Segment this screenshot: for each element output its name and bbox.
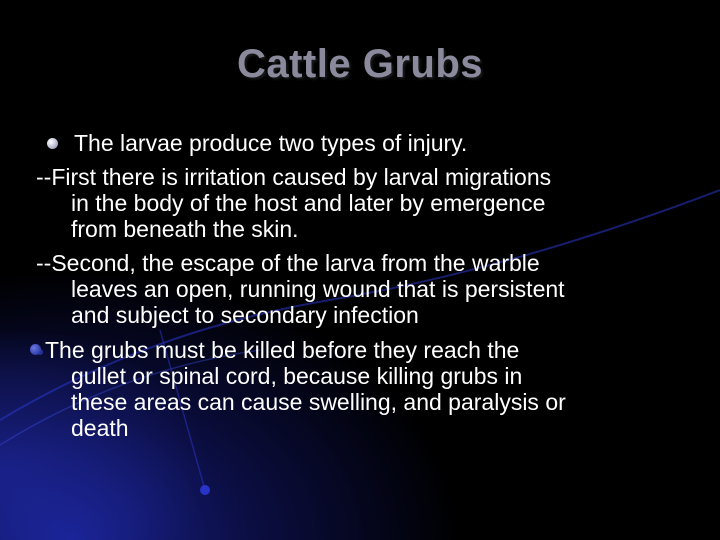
body-line: gullet or spinal cord, because killing grubs in bbox=[71, 363, 523, 389]
body-line: leaves an open, running wound that is persistent bbox=[71, 276, 565, 302]
body-line: The larvae produce two types of injury. bbox=[74, 130, 468, 156]
round-bullet-icon bbox=[47, 138, 58, 149]
slide-title: Cattle Grubs bbox=[236, 42, 484, 86]
round-bullet-icon bbox=[30, 344, 41, 355]
body-line: --Second, the escape of the larva from the warble bbox=[36, 250, 540, 276]
body-line: these areas can cause swelling, and paralysis or bbox=[71, 389, 566, 415]
body-line: and subject to secondary infection bbox=[71, 302, 419, 328]
body-line: The grubs must be killed before they reach the bbox=[45, 337, 520, 363]
body-line: from beneath the skin. bbox=[71, 216, 299, 242]
body-line: in the body of the host and later by emergence bbox=[71, 190, 546, 216]
body-line: --First there is irritation caused by larval migrations bbox=[36, 164, 552, 190]
body-line: death bbox=[71, 415, 129, 441]
